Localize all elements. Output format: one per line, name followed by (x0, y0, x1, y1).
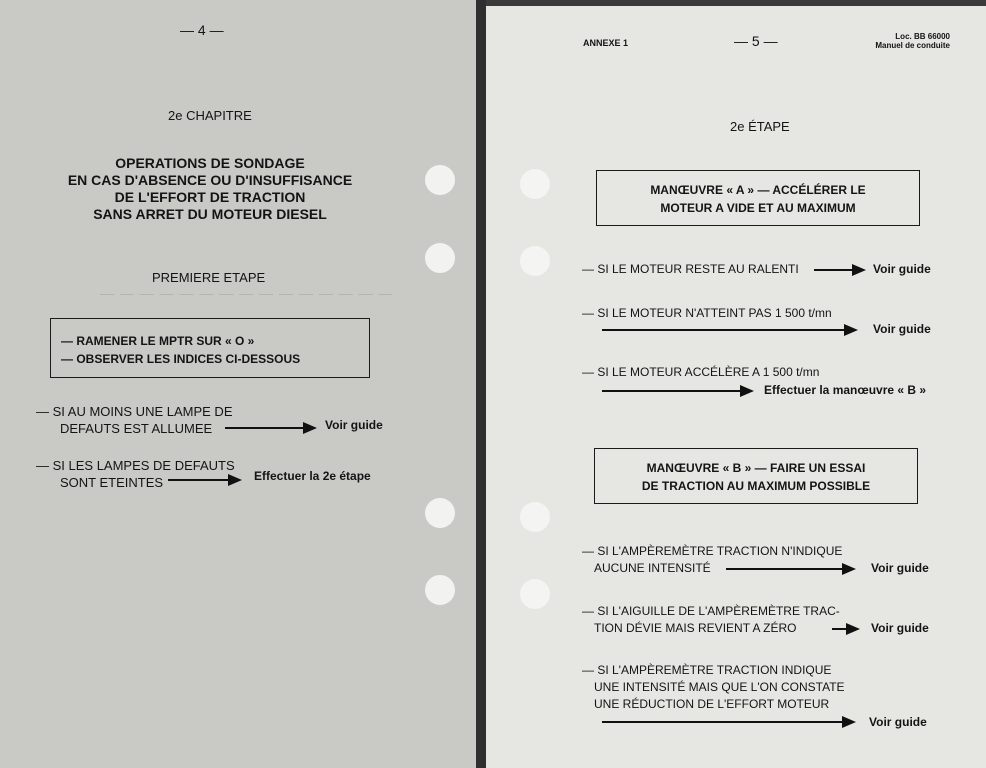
chapter-heading: 2e CHAPITRE (168, 108, 252, 123)
chapter-title (50, 155, 370, 223)
title-line: OPERATIONS DE SONDAGE (115, 155, 305, 171)
arrow-icon (832, 628, 848, 630)
target-text: Voir guide (871, 621, 929, 635)
condition-item: — SI AU MOINS UNE LAMPE DE DEFAUTS EST ALLUMEE (36, 404, 233, 436)
target-text: Effectuer la manœuvre « B » (764, 383, 927, 397)
arrow-icon (168, 479, 230, 481)
maneuver-a-box: MANŒUVRE « A » — ACCÉLÉRER LE MOTEUR A VIDE ET AU MAXIMUM (596, 170, 920, 226)
right-page (486, 6, 986, 768)
maneuver-b-box: MANŒUVRE « B » — FAIRE UN ESSAI DE TRACTION AU MAXIMUM POSSIBLE (594, 448, 918, 504)
punch-hole (520, 246, 550, 276)
instruction-line: — RAMENER LE MPTR SUR « O » (61, 334, 255, 348)
target-text: Effectuer la 2e étape (254, 469, 371, 483)
manual-label: Loc. BB 66000 Manuel de conduite (875, 32, 950, 50)
book-gutter (476, 0, 486, 768)
page-number: — 5 — (734, 33, 778, 49)
punch-hole (520, 579, 550, 609)
show-through: — — — — — — — — — — — — — — — (100, 285, 394, 301)
arrow-icon (602, 721, 844, 723)
condition-item: — SI LE MOTEUR ACCÉLÈRE A 1 500 t/mn (582, 365, 820, 379)
arrow-icon (602, 390, 742, 392)
title-line: DE L'EFFORT DE TRACTION (114, 189, 306, 205)
punch-hole (425, 498, 455, 528)
instruction-line: — OBSERVER LES INDICES CI-DESSOUS (61, 352, 301, 366)
target-text: Voir guide (873, 322, 931, 336)
annex-label: ANNEXE 1 (583, 38, 629, 48)
punch-hole (520, 502, 550, 532)
arrow-icon (726, 568, 844, 570)
arrow-icon (225, 427, 305, 429)
target-text: Voir guide (325, 418, 383, 432)
punch-hole (520, 169, 550, 199)
punch-hole (425, 243, 455, 273)
instruction-box (50, 318, 370, 378)
page-number: — 4 — (180, 22, 224, 38)
condition-item: — SI LE MOTEUR N'ATTEINT PAS 1 500 t/mn (582, 306, 832, 320)
condition-item: — SI L'AIGUILLE DE L'AMPÈREMÈTRE TRAC- TION DÉVIE MAIS REVIENT A ZÉRO (582, 604, 840, 635)
title-line: SANS ARRET DU MOTEUR DIESEL (93, 206, 327, 222)
condition-item: — SI L'AMPÈREMÈTRE TRACTION INDIQUE UNE INTENSITÉ MAIS QUE L'ON CONSTATE UNE RÉDUCTION DE L'EFFORT MOTEUR (582, 663, 845, 711)
step-heading: PREMIERE ETAPE (152, 270, 266, 285)
condition-item: — SI LE MOTEUR RESTE AU RALENTI (582, 262, 799, 276)
arrow-icon (814, 269, 854, 271)
condition-item: — SI L'AMPÈREMÈTRE TRACTION N'INDIQUE AUCUNE INTENSITÉ (582, 544, 843, 575)
target-text: Voir guide (873, 262, 931, 276)
condition-item: — SI LES LAMPES DE DEFAUTS SONT ETEINTES (36, 458, 235, 490)
title-line: EN CAS D'ABSENCE OU D'INSUFFISANCE (67, 172, 353, 188)
arrow-icon (602, 329, 846, 331)
left-page (0, 0, 476, 768)
step-heading: 2e ÉTAPE (730, 119, 790, 134)
target-text: Voir guide (871, 561, 929, 575)
punch-hole (425, 165, 455, 195)
punch-hole (425, 575, 455, 605)
target-text: Voir guide (869, 715, 927, 729)
